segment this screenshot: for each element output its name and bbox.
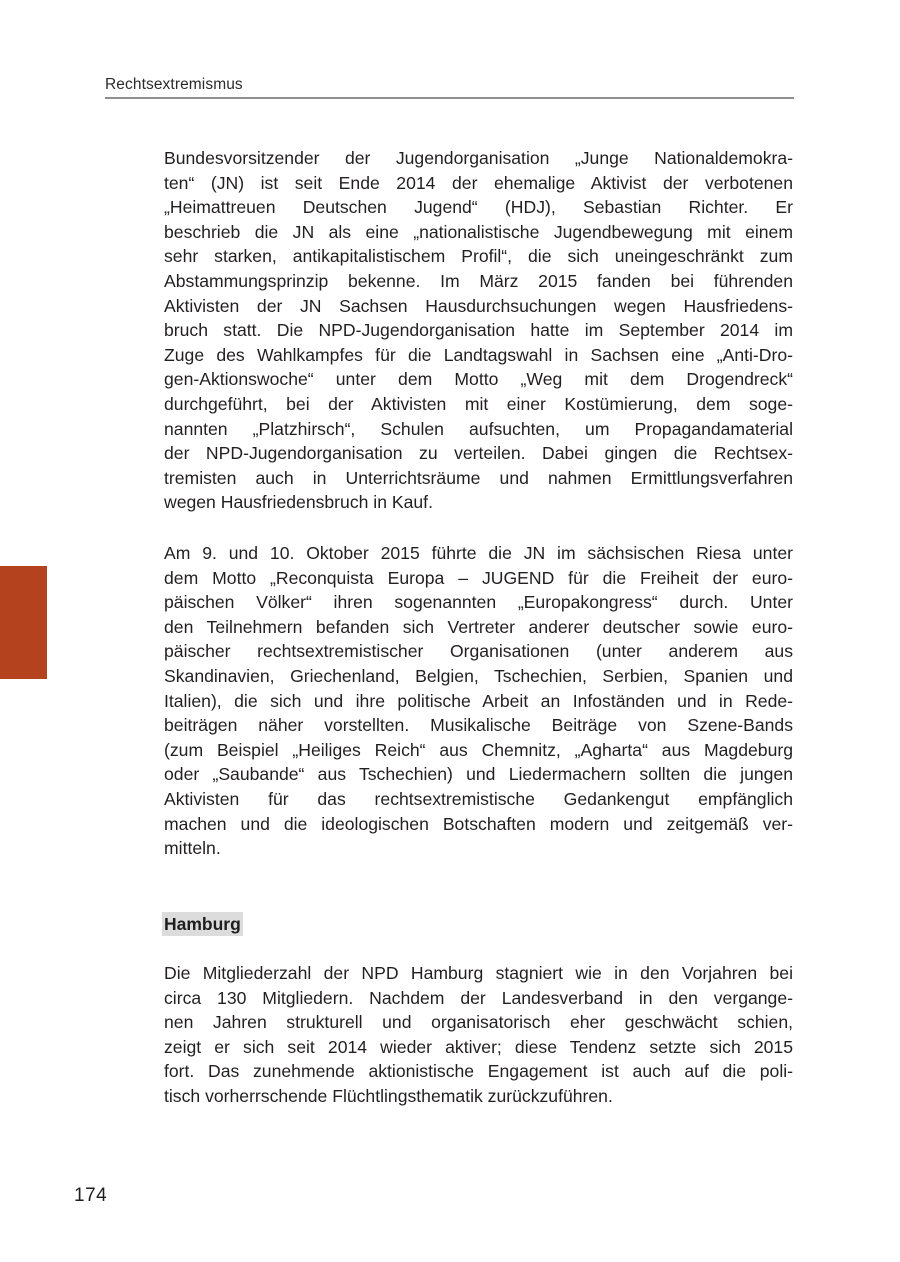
text-line: oder „Saubande“ aus Tschechien) und Liedermachern sollten die jungen	[164, 764, 793, 785]
paragraph-text	[164, 541, 793, 861]
text-line: ten“ (JN) ist seit Ende 2014 der ehemalige Aktivist der verbotenen	[164, 172, 793, 193]
text-line: sehr starken, antikapitalistischem Profil“, die sich uneingeschränkt zum	[164, 246, 793, 267]
running-head: Rechtsextremismus	[105, 76, 243, 93]
text-line: „Heimattreuen Deutschen Jugend“ (HDJ), Sebastian Richter. Er	[164, 197, 793, 218]
text-line: wegen Hausfriedensbruch in Kauf.	[164, 492, 433, 513]
text-line: Abstammungsprinzip bekenne. Im März 2015 fanden bei führenden	[164, 270, 793, 291]
text-line: machen und die ideologischen Botschaften modern und zeitgemäß ver-	[164, 813, 793, 834]
text-line: Aktivisten für das rechtsextremistische Gedankengut empfänglich	[164, 788, 793, 809]
text-line: nen Jahren strukturell und organisatorisch eher geschwächt schien,	[164, 1012, 793, 1033]
paragraph-hamburg	[164, 961, 793, 1109]
text-line: Skandinavien, Griechenland, Belgien, Tschechien, Serbien, Spanien und	[164, 665, 793, 686]
paragraph-jn-leadership	[164, 146, 793, 515]
page-number: 174	[74, 1185, 108, 1206]
section-heading-hamburg: Hamburg	[164, 914, 241, 934]
text-line: tisch vorherrschende Flüchtlingsthematik zurückzuführen.	[164, 1085, 613, 1106]
paragraph-text	[164, 961, 793, 1109]
paragraph-europakongress	[164, 541, 793, 861]
text-line: den Teilnehmern befanden sich Vertreter anderer deutscher sowie euro-	[164, 616, 793, 637]
text-line: Italien), die sich und ihre politische Arbeit an Infoständen und in Rede-	[164, 690, 793, 711]
text-line: circa 130 Mitgliedern. Nachdem der Landesverband in den vergange-	[164, 987, 793, 1008]
text-line: mitteln.	[164, 838, 221, 859]
text-line: nannten „Platzhirsch“, Schulen aufsuchten, um Propagandamaterial	[164, 418, 793, 439]
chapter-thumb-tab	[0, 566, 47, 679]
paragraph-text	[164, 146, 793, 515]
text-line: der NPD-Jugendorganisation zu verteilen. Dabei gingen die Rechtsex-	[164, 443, 793, 464]
text-line: dem Motto „Reconquista Europa – JUGEND für die Freiheit der euro-	[164, 567, 793, 588]
text-line: päischen Völker“ ihren sogenannten „Europakongress“ durch. Unter	[164, 592, 793, 613]
text-line: tremisten auch in Unterrichtsräume und nahmen Ermittlungsverfahren	[164, 467, 793, 488]
text-line: zeigt er sich seit 2014 wieder aktiver; diese Tendenz setzte sich 2015	[164, 1036, 793, 1057]
text-line: beschrieb die JN als eine „nationalistische Jugendbewegung mit einem	[164, 221, 793, 242]
text-line: Die Mitgliederzahl der NPD Hamburg stagniert wie in den Vorjahren bei	[164, 963, 793, 983]
text-line: gen-Aktionswoche“ unter dem Motto „Weg mit dem Drogendreck“	[164, 369, 793, 390]
text-line: Bundesvorsitzender der Jugendorganisation „Junge Nationaldemokra-	[164, 148, 793, 168]
header-rule	[105, 97, 794, 99]
text-line: Zuge des Wahlkampfes für die Landtagswahl in Sachsen eine „Anti-Dro-	[164, 344, 793, 365]
text-line: päischer rechtsextremistischer Organisationen (unter anderem aus	[164, 641, 793, 662]
text-line: Aktivisten der JN Sachsen Hausdurchsuchungen wegen Hausfriedens-	[164, 295, 793, 316]
text-line: bruch statt. Die NPD-Jugendorganisation hatte im September 2014 im	[164, 320, 793, 341]
text-line: (zum Beispiel „Heiliges Reich“ aus Chemnitz, „Agharta“ aus Magdeburg	[164, 739, 793, 760]
text-line: Am 9. und 10. Oktober 2015 führte die JN im sächsischen Riesa unter	[164, 543, 793, 563]
text-line: durchgeführt, bei der Aktivisten mit einer Kostümierung, dem soge-	[164, 393, 793, 414]
text-line: fort. Das zunehmende aktionistische Engagement ist auch auf die poli-	[164, 1061, 793, 1082]
text-line: beiträgen näher vorstellten. Musikalische Beiträge von Szene-Bands	[164, 715, 793, 736]
